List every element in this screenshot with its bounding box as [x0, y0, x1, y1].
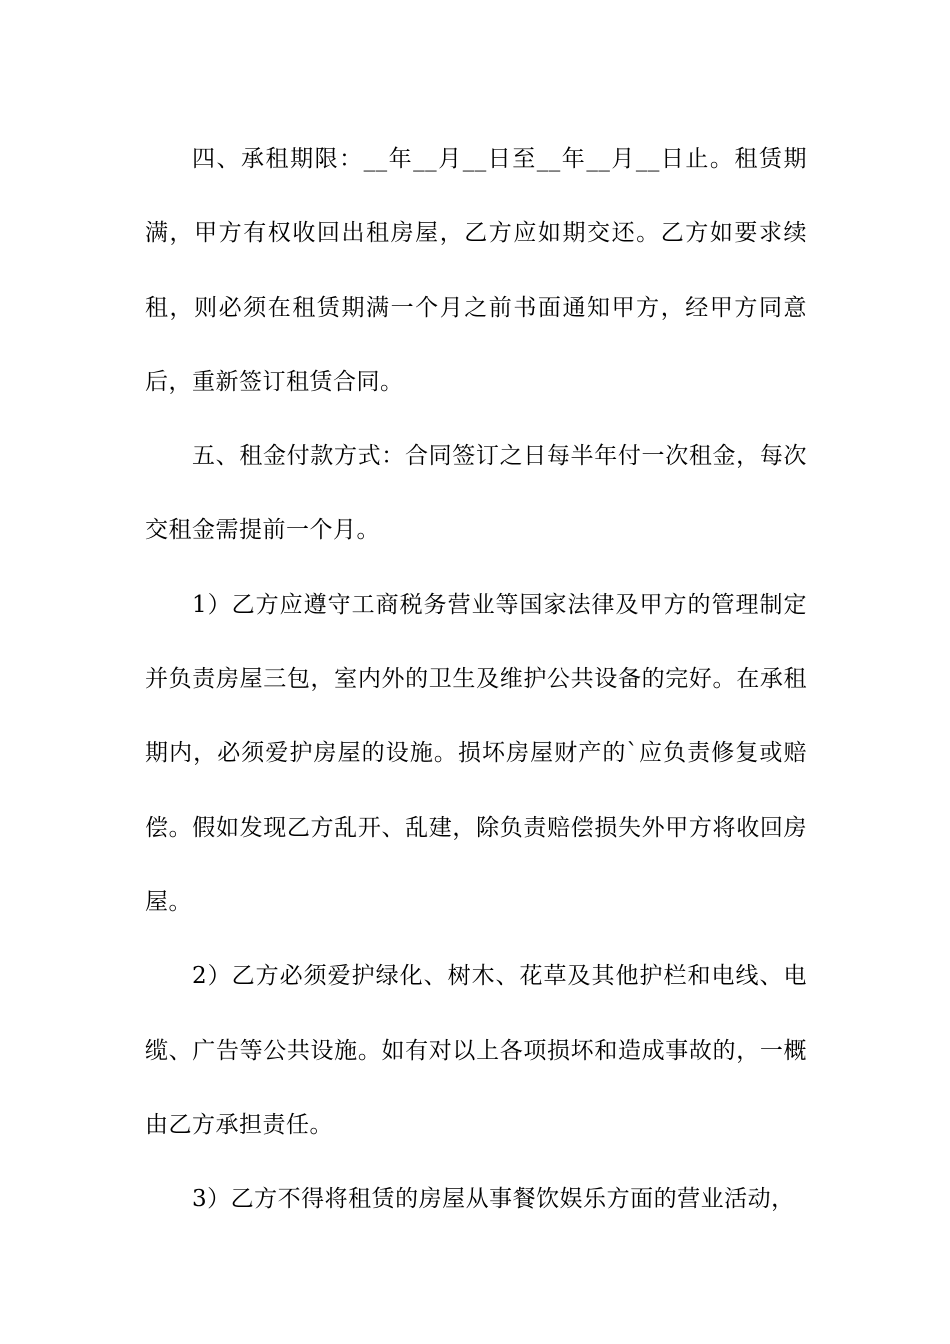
- paragraph-clause-1: 1）乙方应遵守工商税务营业等国家法律及甲方的管理制定并负责房屋三包，室内外的卫生及维护公共设备的完好。在承租期内，必须爱护房屋的设施。损坏房屋财产的`应负责修复或赔偿。假如发现乙方乱开、乱建，除负责赔偿损失外甲方将收回房屋。: [145, 591, 807, 915]
- paragraph-clause-3: 3）乙方不得将租赁的房屋从事餐饮娱乐方面的营业活动，: [192, 1186, 795, 1213]
- paragraph-payment-method: 五、租金付款方式：合同签订之日每半年付一次租金，每次交租金需提前一个月。: [145, 443, 807, 544]
- paragraph-lease-term: 四、承租期限：__年__月__日至__年__月__日止。租赁期满，甲方有权收回出租房屋，乙方应如期交还。乙方如要求续租，则必须在租赁期满一个月之前书面通知甲方，经甲方同意后，重新签订租赁合同。: [145, 146, 807, 395]
- document-body: [145, 122, 807, 1236]
- paragraph-clause-2: 2）乙方必须爱护绿化、树木、花草及其他护栏和电线、电缆、广告等公共设施。如有对以上各项损坏和造成事故的，一概由乙方承担责任。: [145, 963, 807, 1138]
